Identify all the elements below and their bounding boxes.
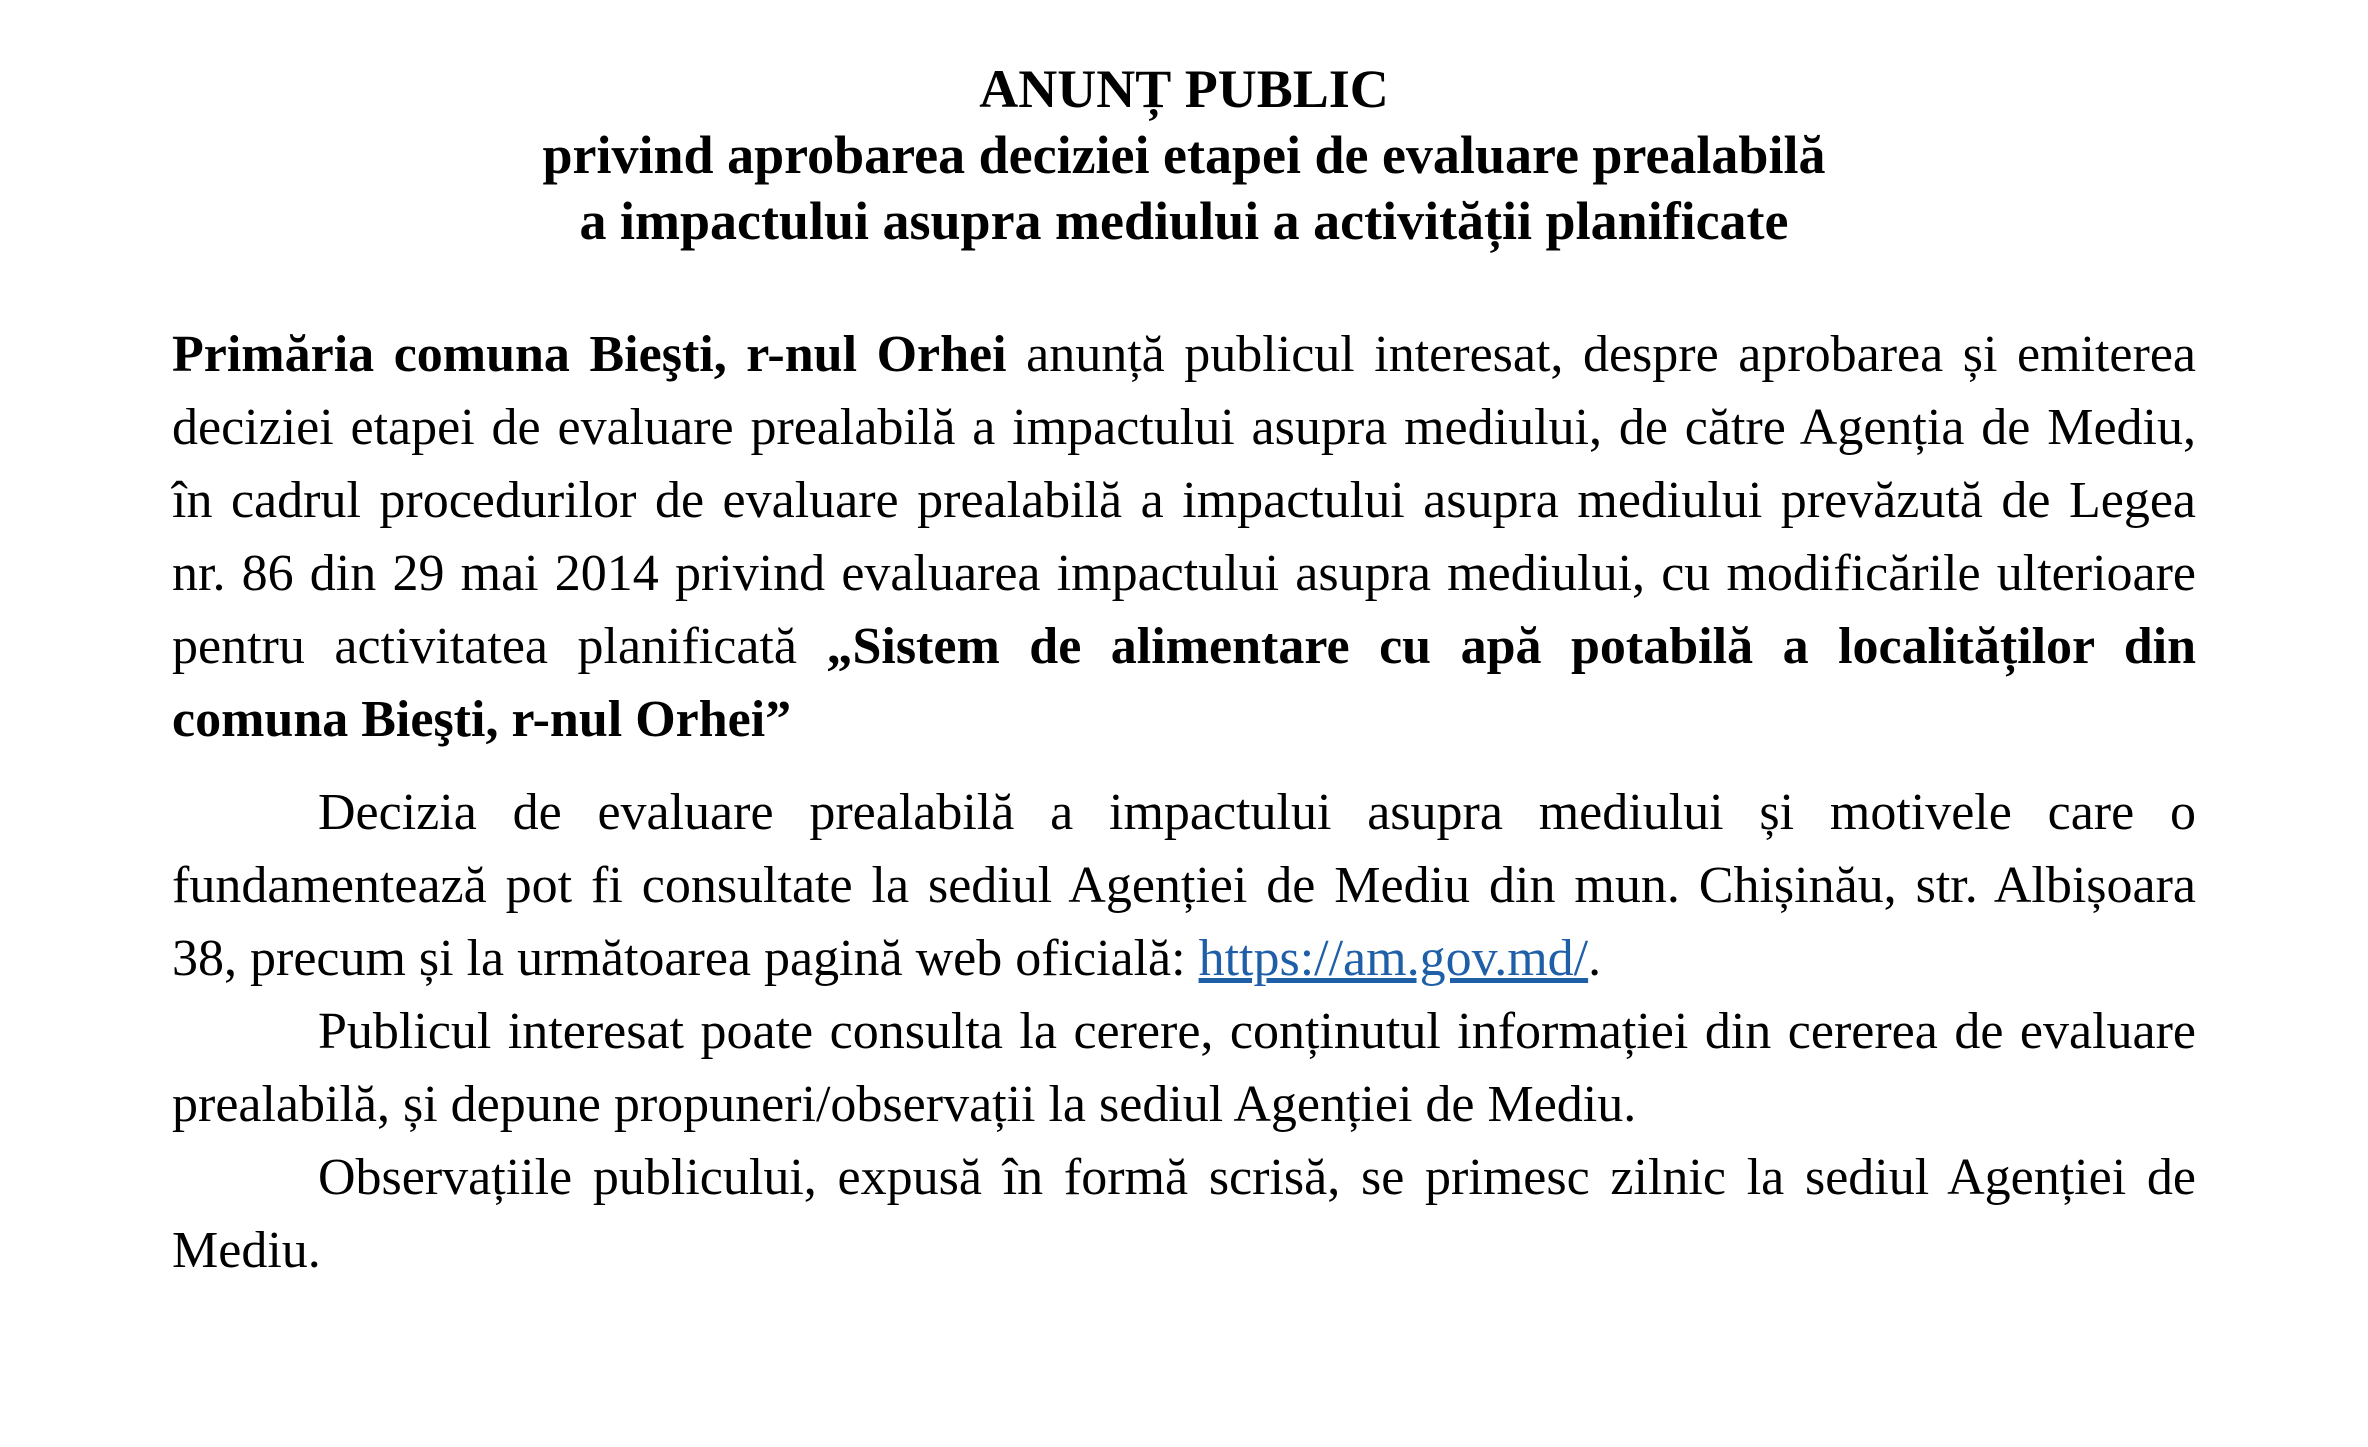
paragraph-observations [172, 1141, 2196, 1287]
decision-text-end: . [1588, 930, 1602, 987]
observations-text: Observațiile publicului, expusă în formă scrisă, se primesc zilnic la sediul Agenției de Mediu. [172, 1149, 2196, 1279]
paragraph-consultation [172, 995, 2196, 1141]
consultation-text: Publicul interesat poate consulta la cerere, conținutul informației din cererea de evaluare prealabilă, și depune propuneri/observații la sediul Agenției de Mediu. [172, 1003, 2196, 1133]
announcement-title: ANUNȚ PUBLIC [979, 59, 1389, 119]
intro-text: anunță publicul interesat, despre aprobarea și emiterea deciziei etapei de evaluare prealabilă a impactului asupra mediului, de către Agenția de Mediu, în cadrul procedurilor de evaluare prealabilă a impactului asupra mediului prevăzută de Legea nr. 86 din 29 mai 2014 privind evaluarea impactului asupra mediului, cu modificările ulterioare pentru activitatea planificată [172, 326, 2196, 675]
decision-text: Decizia de evaluare prealabilă a impactului asupra mediului și motivele care o fundamentează pot fi consultate la sediul Agenției de Mediu din mun. Chișinău, str. Albișoara 38, precum și la următoarea pagină web oficială: [172, 784, 2196, 987]
paragraph-intro [172, 318, 2196, 756]
paragraph-decision [172, 776, 2196, 995]
announcement-subtitle-line-2: a impactului asupra mediului a activității planificate [579, 191, 1789, 251]
official-website-link[interactable]: https://am.gov.md/ [1198, 930, 1589, 987]
organization-name: Primăria comuna Bieşti, r-nul Orhei [172, 326, 1007, 383]
project-name: „Sistem de alimentare cu apă potabilă a localităților din comuna Bieşti, r-nul Orhei” [172, 618, 2196, 748]
public-announcement-document [172, 56, 2196, 1287]
announcement-subtitle-line-1: privind aprobarea deciziei etapei de evaluare prealabilă [542, 125, 1826, 185]
announcement-header [172, 56, 2196, 254]
